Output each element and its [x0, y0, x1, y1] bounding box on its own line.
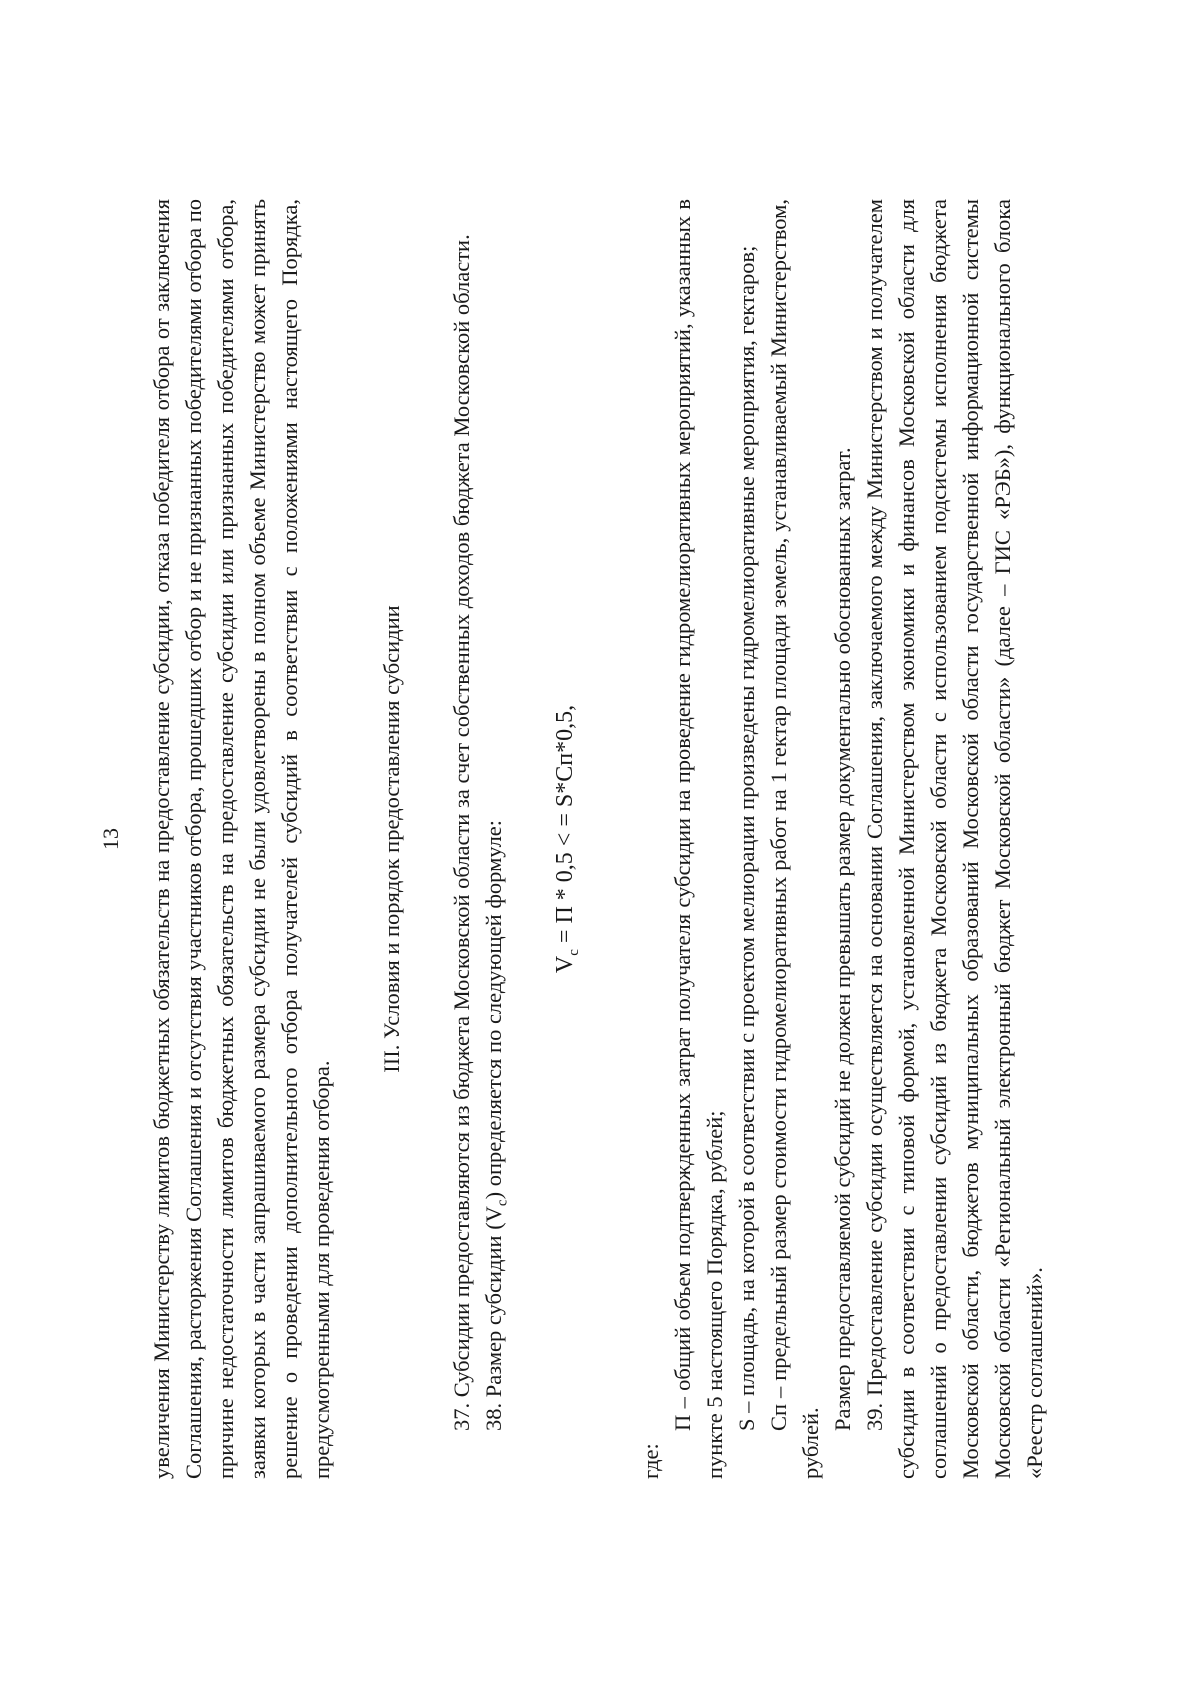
size-limit-paragraph: Размер предоставляемой субсидий не должен превышать размер документально обоснованных затрат.	[830, 446, 856, 1431]
item-38-text-start: 38. Размер субсидии (V	[481, 1205, 506, 1431]
definition-sp: Сп – предельный размер стоимости гидромелиоративных работ на 1 гектар площади земель, устанавливаемый Министерством, рублей.	[766, 198, 824, 1479]
subsidy-formula	[549, 199, 590, 1479]
item-39-paragraph: 39. Предоставление субсидии осуществляется на основании Соглашения, заключаемого между Министерством и получателем субсидии в соответствии с типовой формой, установленной Министерством экономики и финансов Московской области для соглашений о предоставлении субсидий из бюджета Московской области с использованием подсистемы исполнения бюджета Московской области, бюджетов муниципальных образований Московской области государственной информационной системы Московской области «Региональный электронный бюджет Московской области» (далее – ГИС «РЭБ»), функционального блока «Реестр соглашений».	[862, 198, 1048, 1479]
item-38-text-end: ) определяется по следующей формуле:	[481, 819, 506, 1199]
page-number: 13	[98, 827, 123, 850]
definition-p: П – общий объем подтвержденных затрат получателя субсидии на проведение гидромелиоративных мероприятий, указанных в пункте 5 настоящего Порядка, рублей;	[670, 198, 728, 1479]
formula-subscript: c	[565, 948, 582, 956]
item-38-paragraph	[478, 199, 519, 1479]
intro-paragraph: увеличения Министерству лимитов бюджетных обязательств на предоставление субсидии, отказа победителя отбора от заключения Соглашения, расторжения Соглашения и отсутствия участников отбора, прошедших отбор и не признанных победителями отбора по причине недостаточности лимитов бюджетных обязательств на предоставление субсидии или признанных победителями отбора, заявки которых в части запрашиваемого размера субсидии не были удовлетворены в полном объеме Министерство может принять решение о проведении дополнительного отбора получателей субсидий в соответствии с положениями настоящего Порядка, предусмотренными для проведения отбора.	[149, 198, 334, 1479]
document-page	[60, 79, 1140, 1619]
section-heading: III. Условия и порядок предоставления субсидии	[379, 604, 404, 1073]
formula-expression: = П * 0,5 < = S*Сп*0,5,	[551, 704, 578, 949]
formula-v: V	[551, 955, 578, 973]
item-37-paragraph: 37. Субсидии предоставляются из бюджета Московской области за счет собственных доходов бюджета Московской области.	[449, 233, 474, 1431]
definition-s: S – площадь, на которой в соответствии с проектом мелиорации произведены гидромелиоративные мероприятия, гектаров;	[734, 245, 760, 1431]
where-label: где:	[638, 1442, 664, 1479]
item-38-subscript: c	[494, 1198, 511, 1206]
